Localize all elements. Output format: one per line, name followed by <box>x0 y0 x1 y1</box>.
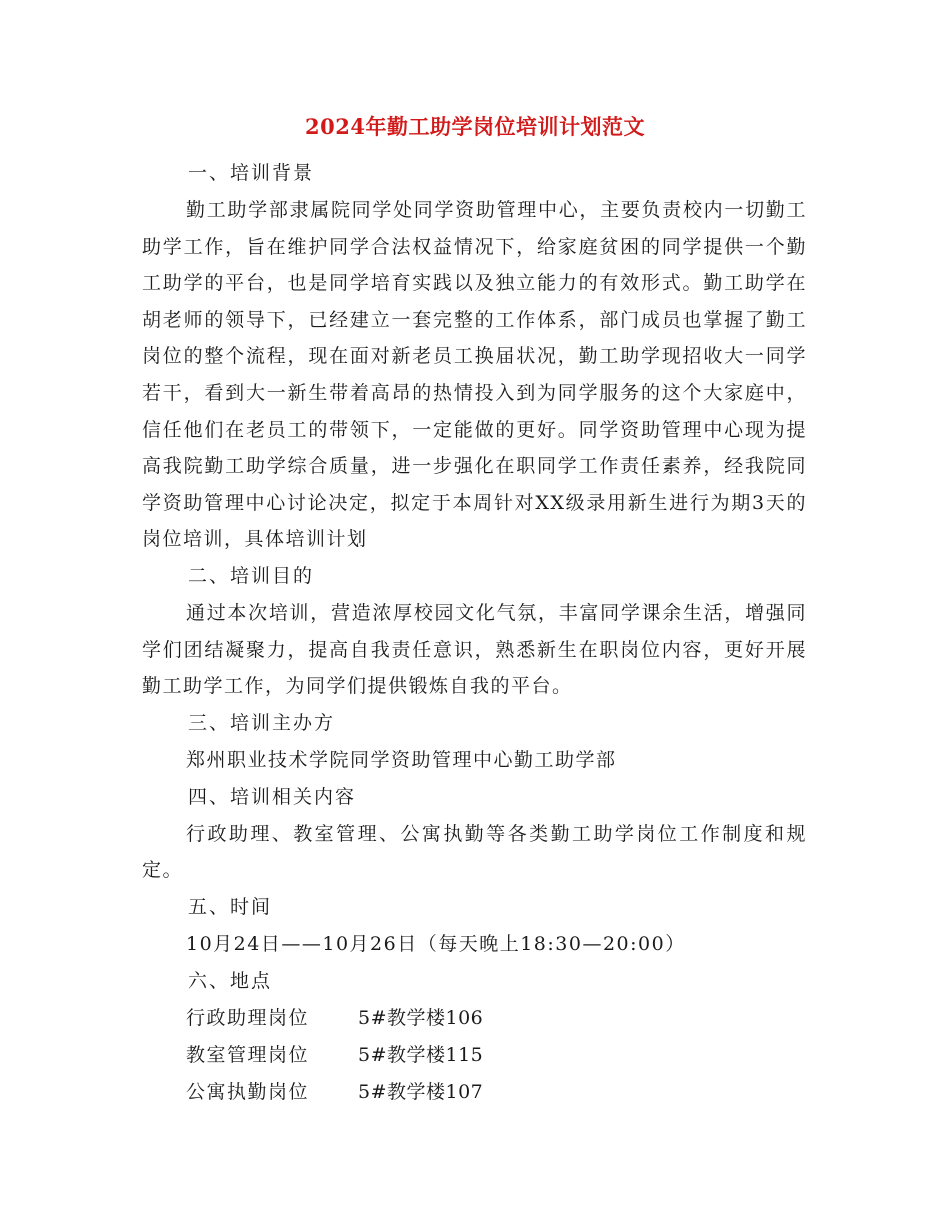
section-body-organizer: 郑州职业技术学院同学资助管理中心勤工助学部 <box>186 748 617 771</box>
location-post: 行政助理岗位 <box>186 1006 310 1029</box>
document-title: 2024年勤工助学岗位培训计划范文 <box>305 114 645 139</box>
section-heading-content: 四、培训相关内容 <box>188 785 357 808</box>
location-post: 教室管理岗位 <box>186 1043 310 1066</box>
section-body-content: 行政助理、教室管理、公寓执勤等各类勤工助学岗位工作制度和规定。 <box>142 822 807 882</box>
document-body <box>142 155 807 1111</box>
location-row <box>142 1074 807 1111</box>
section-heading-purpose: 二、培训目的 <box>188 564 315 587</box>
section-heading-background: 一、培训背景 <box>188 162 315 184</box>
location-post: 公寓执勤岗位 <box>186 1080 310 1103</box>
location-place: 5#教学楼115 <box>358 1043 484 1066</box>
location-place: 5#教学楼107 <box>358 1080 484 1103</box>
section-body-time: 10月24日——10月26日（每天晚上18:30—20:00） <box>186 932 686 955</box>
section-body-background: 勤工助学部隶属院同学处同学资助管理中心，主要负责校内一切勤工助学工作，旨在维护同学合法权益情况下，给家庭贫困的同学提供一个勤工助学的平台，也是同学培育实践以及独立能力的有效形式。勤工助学在胡老师的领导下，已经建立一套完整的工作体系，部门成员也掌握了勤工岗位的整个流程，现在面对新老员工换届状况，勤工助学现招收大一同学若干，看到大一新生带着高昂的热情投入到为同学服务的这个大家庭中，信任他们在老员工的带领下，一定能做的更好。同学资助管理中心现为提高我院勤工助学综合质量，进一步强化在职同学工作责任素养，经我院同学资助管理中心讨论决定，拟定于本周针对XX级录用新生进行为期3天的岗位培训，具体培训计划 <box>142 199 807 551</box>
location-place: 5#教学楼106 <box>358 1006 484 1029</box>
section-heading-organizer: 三、培训主办方 <box>188 711 336 734</box>
section-body-purpose: 通过本次培训，营造浓厚校园文化气氛，丰富同学课余生活，增强同学们团结凝聚力，提高自我责任意识，熟悉新生在职岗位内容，更好开展勤工助学工作，为同学们提供锻炼自我的平台。 <box>142 601 807 698</box>
location-row <box>142 1000 807 1037</box>
section-heading-time: 五、时间 <box>188 895 273 918</box>
location-row <box>142 1037 807 1074</box>
section-heading-location: 六、地点 <box>188 969 273 992</box>
